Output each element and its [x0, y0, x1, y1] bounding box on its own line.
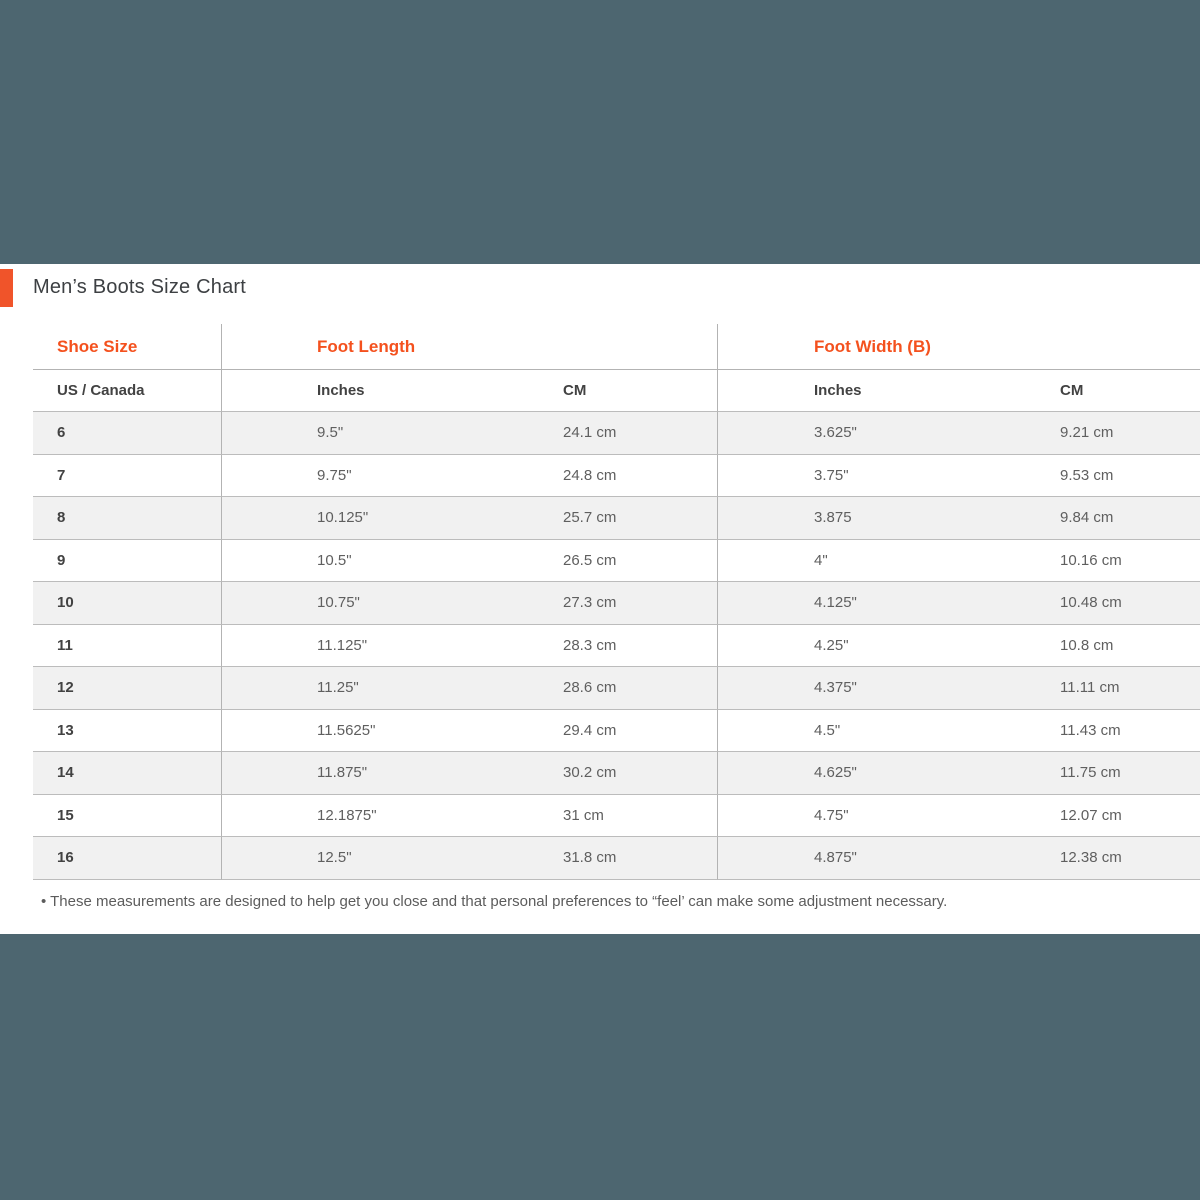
- table-cell: 9: [33, 540, 221, 583]
- table-cell: 13: [33, 710, 221, 753]
- table-cell: 16: [33, 837, 221, 880]
- table-cell: 28.3 cm: [469, 625, 717, 668]
- table-cell: 26.5 cm: [469, 540, 717, 583]
- table-cell: 14: [33, 752, 221, 795]
- column-header-cell: CM: [965, 370, 1200, 412]
- table-cell: 12.07 cm: [965, 795, 1200, 838]
- table-cell: 11.75 cm: [965, 752, 1200, 795]
- table-cell: 25.7 cm: [469, 497, 717, 540]
- table-cell: 4.5": [717, 710, 965, 753]
- table-cell: 3.75": [717, 455, 965, 498]
- table-cell: 12.1875": [221, 795, 469, 838]
- table-cell: 10.8 cm: [965, 625, 1200, 668]
- table-cell: 11.125": [221, 625, 469, 668]
- table-cell: 8: [33, 497, 221, 540]
- table-cell: 24.1 cm: [469, 412, 717, 455]
- table-cell: 4.375": [717, 667, 965, 710]
- group-header-cell: Foot Width (B): [717, 324, 965, 370]
- group-header-cell: Foot Length: [221, 324, 469, 370]
- table-cell: 9.21 cm: [965, 412, 1200, 455]
- size-chart-table: [33, 324, 1200, 880]
- table-cell: 24.8 cm: [469, 455, 717, 498]
- size-chart-panel: [0, 264, 1200, 934]
- table-cell: 9.5": [221, 412, 469, 455]
- table-cell: 29.4 cm: [469, 710, 717, 753]
- accent-bar: [0, 269, 13, 307]
- table-cell: 11.25": [221, 667, 469, 710]
- table-cell: 11.43 cm: [965, 710, 1200, 753]
- table-cell: 11.5625": [221, 710, 469, 753]
- table-cell: 9.84 cm: [965, 497, 1200, 540]
- footnote: • These measurements are designed to help get you close and that personal preferences to “feel’ can make some adjustment necessary.: [41, 892, 948, 910]
- table-cell: 31 cm: [469, 795, 717, 838]
- group-header-cell: [965, 324, 1200, 370]
- table-cell: 10: [33, 582, 221, 625]
- table-cell: 15: [33, 795, 221, 838]
- table-cell: 10.125": [221, 497, 469, 540]
- table-cell: 12: [33, 667, 221, 710]
- table-cell: 10.16 cm: [965, 540, 1200, 583]
- table-cell: 4.625": [717, 752, 965, 795]
- table-cell: 12.38 cm: [965, 837, 1200, 880]
- table-cell: 4.25": [717, 625, 965, 668]
- table-cell: 30.2 cm: [469, 752, 717, 795]
- table-cell: 27.3 cm: [469, 582, 717, 625]
- table-cell: 11.11 cm: [965, 667, 1200, 710]
- group-header-cell: Shoe Size: [33, 324, 221, 370]
- table-cell: 28.6 cm: [469, 667, 717, 710]
- table-cell: 4.125": [717, 582, 965, 625]
- table-cell: 10.5": [221, 540, 469, 583]
- table-cell: 11.875": [221, 752, 469, 795]
- table-cell: 10.75": [221, 582, 469, 625]
- table-cell: 4.75": [717, 795, 965, 838]
- table-cell: 31.8 cm: [469, 837, 717, 880]
- table-cell: 10.48 cm: [965, 582, 1200, 625]
- table-cell: 3.625": [717, 412, 965, 455]
- table-cell: 9.53 cm: [965, 455, 1200, 498]
- column-header-cell: Inches: [717, 370, 965, 412]
- table-cell: 4": [717, 540, 965, 583]
- table-cell: 9.75": [221, 455, 469, 498]
- table-cell: 12.5": [221, 837, 469, 880]
- table-cell: 11: [33, 625, 221, 668]
- table-cell: 6: [33, 412, 221, 455]
- column-header-cell: CM: [469, 370, 717, 412]
- table-cell: 7: [33, 455, 221, 498]
- group-header-cell: [469, 324, 717, 370]
- table-cell: 4.875": [717, 837, 965, 880]
- table-cell: 3.875: [717, 497, 965, 540]
- column-header-cell: US / Canada: [33, 370, 221, 412]
- page-title: Men’s Boots Size Chart: [33, 276, 247, 298]
- column-header-cell: Inches: [221, 370, 469, 412]
